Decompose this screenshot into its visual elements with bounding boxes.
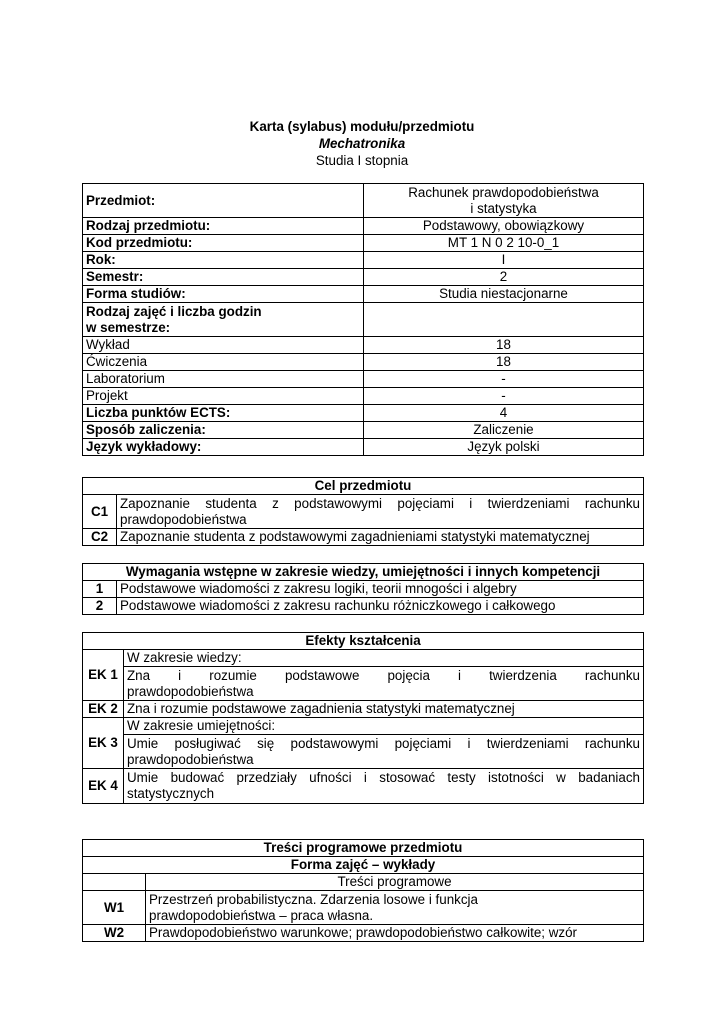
outcome-code-ek2: EK 2	[83, 701, 124, 718]
label-zaliczenie: Sposób zaliczenia:	[83, 422, 364, 439]
label-laboratorium: Laboratorium	[83, 371, 364, 388]
content-col-empty	[83, 874, 146, 891]
prereq-row-1	[83, 581, 644, 598]
prereq-row-2	[83, 598, 644, 615]
value-rodzaj-zajec	[364, 303, 644, 337]
value-forma: Studia niestacjonarne	[364, 286, 644, 303]
learning-outcomes-table	[82, 632, 644, 804]
label-wyklad: Wykład	[83, 337, 364, 354]
content-form-row	[83, 857, 644, 874]
outcome-code-ek4: EK 4	[83, 769, 124, 804]
row-wyklad	[83, 337, 644, 354]
label-ects: Liczba punktów ECTS:	[83, 405, 364, 422]
goal-text-c2: Zapoznanie studenta z podstawowymi zagadnieniami statystyki matematycznej	[117, 529, 644, 546]
value-rok: I	[364, 252, 644, 269]
label-kod: Kod przedmiotu:	[83, 235, 364, 252]
row-rok	[83, 252, 644, 269]
value-laboratorium: -	[364, 371, 644, 388]
outcome-text-ek4	[124, 769, 644, 804]
value-przedmiot	[364, 184, 644, 218]
outcomes-knowledge-row	[83, 650, 644, 667]
row-semestr	[83, 269, 644, 286]
label-rodzaj-zajec-line2: w semestrze:	[86, 319, 171, 335]
goals-title: Cel przedmiotu	[83, 478, 644, 495]
label-jezyk: Język wykładowy:	[83, 439, 364, 456]
value-ects: 4	[364, 405, 644, 422]
value-zaliczenie: Zaliczenie	[364, 422, 644, 439]
outcome-text-ek4-line2: statystycznych	[127, 786, 215, 801]
outcomes-skills-row	[83, 718, 644, 735]
outcome-text-ek3-line2: prawdopodobieństwa	[127, 751, 254, 767]
goal-text-c1	[117, 495, 644, 529]
goal-text-c1-line1: Zapoznanie studenta z podstawowymi pojęciami i twierdzeniami rachunku	[120, 495, 640, 511]
label-forma: Forma studiów:	[83, 286, 364, 303]
label-rodzaj: Rodzaj przedmiotu:	[83, 218, 364, 235]
value-projekt: -	[364, 388, 644, 405]
prereq-num-2: 2	[83, 598, 117, 615]
prereq-header-row	[83, 564, 644, 581]
content-text-w2: Prawdopodobieństwo warunkowe; prawdopodobieństwo całkowite; wzór	[146, 925, 644, 942]
row-forma	[83, 286, 644, 303]
value-przedmiot-line1: Rachunek prawdopodobieństwa	[408, 184, 599, 200]
course-goals-table	[82, 477, 644, 546]
outcome-code-ek3: EK 3	[83, 718, 124, 769]
outcome-code-ek1: EK 1	[83, 650, 124, 701]
row-cwiczenia	[83, 354, 644, 371]
outcome-text-ek4-line1: Umie budować przedziały ufności i stosować testy istotności w badaniach	[127, 770, 640, 785]
label-rodzaj-zajec	[83, 303, 364, 337]
label-cwiczenia: Ćwiczenia	[83, 354, 364, 371]
content-row-w1	[83, 891, 644, 925]
prereq-text-1: Podstawowe wiadomości z zakresu logiki, teorii mnogości i algebry	[117, 581, 644, 598]
row-przedmiot	[83, 184, 644, 218]
content-row-w2	[83, 925, 644, 942]
prereq-title: Wymagania wstępne w zakresie wiedzy, umiejętności i innych kompetencji	[83, 564, 644, 581]
goal-row-c2	[83, 529, 644, 546]
outcomes-knowledge-header: W zakresie wiedzy:	[124, 650, 644, 667]
content-form: Forma zajęć – wykłady	[83, 857, 644, 874]
course-info-table	[82, 183, 644, 456]
content-text-w1-line1: Przestrzeń probabilistyczna. Zdarzenia losowe i funkcja	[149, 891, 478, 907]
content-code-w2: W2	[83, 925, 146, 942]
label-projekt: Projekt	[83, 388, 364, 405]
outcome-text-ek3	[124, 735, 644, 769]
outcome-row-ek1	[83, 667, 644, 701]
goal-code-c1: C1	[83, 495, 117, 529]
value-wyklad: 18	[364, 337, 644, 354]
value-cwiczenia: 18	[364, 354, 644, 371]
outcomes-title: Efekty kształcenia	[83, 633, 644, 650]
goal-code-c2: C2	[83, 529, 117, 546]
prereq-text-2: Podstawowe wiadomości z zakresu rachunku różniczkowego i całkowego	[117, 598, 644, 615]
row-zaliczenie	[83, 422, 644, 439]
document-title: Karta (sylabus) modułu/przedmiotu	[249, 119, 475, 134]
content-text-w1-line2: prawdopodobieństwa – praca własna.	[149, 907, 374, 923]
row-kod	[83, 235, 644, 252]
outcome-row-ek4	[83, 769, 644, 804]
row-rodzaj	[83, 218, 644, 235]
row-ects	[83, 405, 644, 422]
outcomes-skills-header: W zakresie umiejętności:	[124, 718, 644, 735]
goals-header-row	[83, 478, 644, 495]
row-jezyk	[83, 439, 644, 456]
content-col-header-row	[83, 874, 644, 891]
prereq-num-1: 1	[83, 581, 117, 598]
label-przedmiot: Przedmiot:	[83, 184, 364, 218]
content-col-header: Treści programowe	[146, 874, 644, 891]
label-semestr: Semestr:	[83, 269, 364, 286]
row-rodzaj-zajec	[83, 303, 644, 337]
outcome-text-ek1	[124, 667, 644, 701]
outcome-row-ek2	[83, 701, 644, 718]
outcome-text-ek2: Zna i rozumie podstawowe zagadnienia statystyki matematycznej	[124, 701, 644, 718]
content-text-w1	[146, 891, 644, 925]
value-rodzaj: Podstawowy, obowiązkowy	[364, 218, 644, 235]
document-subtitle: Mechatronika	[318, 136, 406, 151]
label-rok: Rok:	[83, 252, 364, 269]
value-semestr: 2	[364, 269, 644, 286]
goal-text-c1-line2: prawdopodobieństwa	[120, 511, 247, 527]
outcome-text-ek3-line1: Umie posługiwać się podstawowymi pojęciami i twierdzeniami rachunku	[127, 735, 640, 751]
prerequisites-table	[82, 563, 644, 615]
label-rodzaj-zajec-line1: Rodzaj zajęć i liczba godzin	[86, 303, 262, 319]
course-content-table	[82, 839, 644, 942]
outcomes-header-row	[83, 633, 644, 650]
row-laboratorium	[83, 371, 644, 388]
outcome-text-ek1-line2: prawdopodobieństwa	[127, 683, 254, 699]
content-header-row	[83, 840, 644, 857]
value-kod: MT 1 N 0 2 10-0_1	[364, 235, 644, 252]
row-projekt	[83, 388, 644, 405]
content-code-w1: W1	[83, 891, 146, 925]
value-jezyk: Język polski	[364, 439, 644, 456]
goal-row-c1	[83, 495, 644, 529]
content-title: Treści programowe przedmiotu	[83, 840, 644, 857]
outcome-row-ek3	[83, 735, 644, 769]
outcome-text-ek1-line1: Zna i rozumie podstawowe pojęcia i twierdzenia rachunku	[127, 667, 640, 683]
value-przedmiot-line2: i statystyka	[470, 200, 537, 216]
study-level: Studia I stopnia	[315, 153, 409, 168]
